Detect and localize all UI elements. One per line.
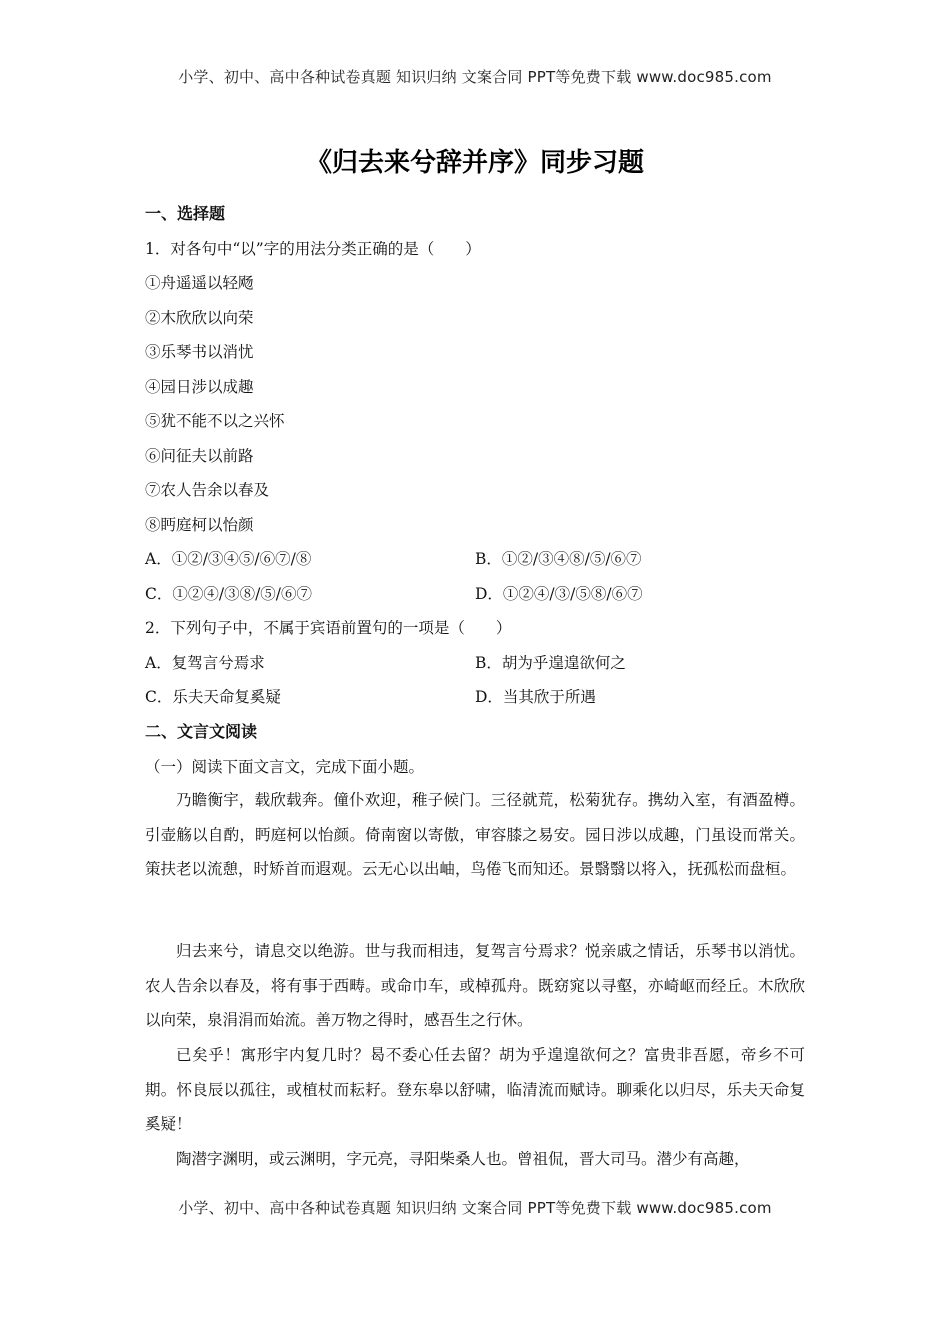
footer-banner[interactable]: 小学、初中、高中各种试卷真题 知识归纳 文案合同 PPT等免费下载 www.doc985.com xyxy=(178,1199,772,1217)
question-1-item: ⑦农人告余以春及 xyxy=(145,481,270,499)
reading-paragraph-4: 陶潜字渊明，或云渊明，字元亮，寻阳柴桑人也。曾祖侃，晋大司马。潜少有高趣， xyxy=(176,1150,750,1168)
question-2-stem: 2．下列句子中，不属于宾语前置句的一项是（ ） xyxy=(145,619,512,637)
question-1-item: ⑥问征夫以前路 xyxy=(145,447,254,465)
question-1-option-d[interactable]: D．①②④/③/⑤⑧/⑥⑦ xyxy=(475,585,643,603)
question-1-option-c[interactable]: C．①②④/③⑧/⑤/⑥⑦ xyxy=(145,585,313,603)
question-1-item: ④园日涉以成趣 xyxy=(145,378,254,396)
reading-intro: （一）阅读下面文言文，完成下面小题。 xyxy=(145,758,425,776)
question-1-item: ①舟遥遥以轻飏 xyxy=(145,274,254,292)
question-1-item: ②木欣欣以向荣 xyxy=(145,309,254,327)
header-banner[interactable]: 小学、初中、高中各种试卷真题 知识归纳 文案合同 PPT等免费下载 www.doc985.com xyxy=(178,68,772,86)
question-2-option-c[interactable]: C．乐夫天命复奚疑 xyxy=(145,688,281,706)
question-2-option-a[interactable]: A．复驾言兮焉求 xyxy=(145,654,265,672)
question-1-option-b[interactable]: B．①②/③④⑧/⑤/⑥⑦ xyxy=(475,550,642,568)
section-heading-choice: 一、选择题 xyxy=(145,204,226,223)
question-2-option-d[interactable]: D．当其欣于所遇 xyxy=(475,688,596,706)
question-1-item: ⑤犹不能不以之兴怀 xyxy=(145,412,285,430)
reading-paragraph-1: 乃瞻衡宇，载欣载奔。僮仆欢迎，稚子候门。三径就荒，松菊犹存。携幼入室，有酒盈樽。引壶觞以自酌，眄庭柯以怡颜。倚南窗以寄傲，审容膝之易安。园日涉以成趣，门虽设而常关。策扶老以流憩，时矫首而遐观。云无心以出岫，鸟倦飞而知还。景翳翳以将入，抚孤松而盘桓。 xyxy=(145,791,805,879)
page-title: 《归去来兮辞并序》同步习题 xyxy=(305,148,644,178)
question-1-item: ③乐琴书以消忧 xyxy=(145,343,254,361)
section-heading-reading: 二、文言文阅读 xyxy=(145,722,258,741)
question-1-stem: 1．对各句中“以”字的用法分类正确的是（ ） xyxy=(145,240,481,258)
question-1-option-a[interactable]: A．①②/③④⑤/⑥⑦/⑧ xyxy=(145,550,312,568)
reading-paragraph-3: 已矣乎！寓形宇内复几时？曷不委心任去留？胡为乎遑遑欲何之？富贵非吾愿，帝乡不可期。怀良辰以孤往，或植杖而耘耔。登东皋以舒啸，临清流而赋诗。聊乘化以归尽，乐夫天命复奚疑！ xyxy=(145,1046,805,1134)
reading-paragraph-2: 归去来兮，请息交以绝游。世与我而相违，复驾言兮焉求？悦亲戚之情话，乐琴书以消忧。农人告余以春及，将有事于西畴。或命巾车，或棹孤舟。既窈窕以寻壑，亦崎岖而经丘。木欣欣以向荣，泉涓涓而始流。善万物之得时，感吾生之行休。 xyxy=(145,942,805,1030)
question-1-item: ⑧眄庭柯以怡颜 xyxy=(145,516,254,534)
question-2-option-b[interactable]: B．胡为乎遑遑欲何之 xyxy=(475,654,626,672)
